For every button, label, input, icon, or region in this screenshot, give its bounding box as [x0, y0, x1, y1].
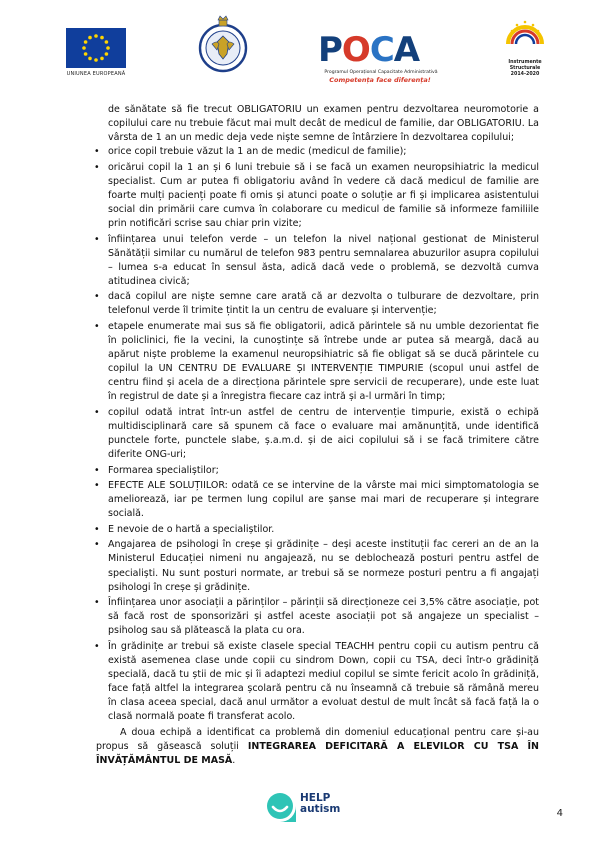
- list-item: [96, 640, 539, 725]
- bullet-icon: •: [94, 464, 100, 476]
- bullet-icon: •: [94, 597, 100, 609]
- list-item: [96, 290, 539, 318]
- bullet-icon: •: [94, 161, 100, 173]
- continuation-paragraph: de sănătate să fie trecut OBLIGATORIU un examen pentru dezvoltarea neuromotorie a copilului care nu trebuie făcut mai mult decât de medicul de familie, dar OBLIGATORIU. La vârsta de 1 an un medic deja vede niște semne de întârziere în dezvoltarea copilului;: [108, 104, 539, 144]
- list-item: [96, 464, 539, 478]
- solutions-list: [96, 145, 539, 724]
- list-item: [96, 523, 539, 537]
- poca-wordmark: [318, 30, 442, 70]
- list-item-text: etapele enumerate mai sus să fie obligatorii, adică părintele să nu umble dezorientat fie în policlinici, fie la vecini, la cunoștințe să întrebe unde ar putea să meargă, dacă au apărut niște probleme la examenul neuropsihiatric să fie obligat să se ducă părintele cu copilul la UN CENTRU DE EVALUARE ȘI INTERVENȚIE TIMPURIE (scopul unui astfel de centru fiind și acela de a direcționa părintele spre servicii de recuperare), unde este luat în registrul de date și a înregistra fiecare caz intră și a-l urmări în timp;: [108, 320, 539, 403]
- list-item: [96, 320, 539, 405]
- structural-instruments-years: 2014-2020: [510, 72, 540, 77]
- poca-letter-c: C: [369, 30, 394, 70]
- bullet-icon: •: [94, 320, 100, 332]
- header-logos: [0, 14, 595, 99]
- structural-instruments-logo: [502, 14, 548, 78]
- poca-logo: [318, 14, 442, 84]
- closing-text: A doua echipă a identificat ca problemă din domeniul educațional pentru care și-au propus să găsească soluții: [96, 726, 539, 752]
- bullet-icon: •: [94, 480, 100, 492]
- list-item-text: EFECTE ALE SOLUȚIILOR: odată ce se intervine de la vârste mai mici simptomatologia se ameliorează, iar pe termen lung copilul are șanse mai mari de recuperare și integrare socială.: [108, 480, 539, 520]
- bullet-icon: •: [94, 291, 100, 303]
- eu-caption: UNIUNEA EUROPEANĂ: [66, 71, 126, 77]
- list-item: [96, 145, 539, 159]
- list-item-text: În grădinițe ar trebui să existe clasele special TEACHH pentru copii cu autism pentru că există asemenea clase unde copii cu sindrom Down, copii cu TSA, deci într-o grădiniță specială, dacă tu știi de mic și îi adaptezi mediul copilul se simte fericit acolo în grădiniță, face față altfel la integrarea școlară pentru că nu înseamnă că trebuie să rămână mereu în clasa aceea special, dacă anul următor a evoluat destul de mult încât să facă față la o clasă normală poate fi transferat acolo.: [108, 640, 539, 723]
- list-item-text: dacă copilul are niște semne care arată că ar dezvolta o tulburare de dezvoltare, prin telefonul verde îl trimite țintit la un centru de evaluare și intervenție;: [108, 291, 539, 317]
- page-number: 4: [556, 808, 563, 819]
- bullet-icon: •: [94, 146, 100, 158]
- closing-period: .: [232, 754, 236, 766]
- help-autism-line1: HELP: [300, 792, 331, 804]
- structural-instruments-caption: Instrumente Structurale: [508, 60, 542, 71]
- list-item: [96, 479, 539, 521]
- document-body: [96, 103, 539, 768]
- list-item-text: Înființarea unor asociații a părinților – părinții să direcționeze cei 3,5% către asociație, pot să facă rost de sponsorizări și astfel aceste asociații pot să angajeze un specialist – psiholog sau să plătească la plata cu ora.: [108, 597, 539, 637]
- list-item: [96, 233, 539, 289]
- poca-letter-o: O: [341, 30, 370, 70]
- list-item-text: copilul odată intrat într-un astfel de centru de intervenție timpurie, există o echipă multidisciplinară care să spunem că face o evaluare mai amănunțită, unde identifică punctele forte, punctele slabe, ș.a.m.d. și de aici copilului să i se facă trimitere către diferite ONG-uri;: [108, 406, 539, 461]
- help-autism-logo: [262, 786, 342, 828]
- eu-logo: [64, 14, 128, 77]
- list-item-text: Formarea specialiștilor;: [108, 464, 219, 476]
- government-seal-logo: [198, 14, 248, 80]
- list-item-text: E nevoie de o hartă a specialiștilor.: [108, 523, 275, 535]
- poca-subtitle: Programul Operațional Capacitate Administrativă: [324, 70, 438, 75]
- closing-paragraph: [96, 726, 539, 768]
- list-item: [96, 538, 539, 594]
- help-autism-line2: autism: [300, 802, 341, 815]
- bullet-icon: •: [94, 406, 100, 418]
- list-item: [96, 406, 539, 462]
- bullet-icon: •: [94, 539, 100, 551]
- bullet-icon: •: [94, 523, 100, 535]
- list-item-text: înființarea unui telefon verde – un telefon la nivel național gestionat de Ministerul Sănătății similar cu numărul de telefon 983 pentru semnalarea abuzurilor asupra copilului – lumea s-a educat în sensul ăsta, adică dacă vede o problemă, se dezvoltă cumva atitudinea civică;: [108, 233, 539, 287]
- help-autism-icon: [262, 788, 298, 824]
- list-item: [96, 161, 539, 231]
- list-item-text: orice copil trebuie văzut la 1 an de medic (medicul de familie);: [108, 146, 407, 158]
- list-item-text: oricărui copil la 1 an și 6 luni trebuie să i se facă un examen neuropsihiatric la medicul specialist. Cum ar putea fi obligatoriu având în vedere că dacă medicul de familie are foarte mulți pacienți poate fi omis și atunci poate o soluție ar fi și implicarea asistentului social din primării care cumva în colaborare cu medicul de familie să informeze familiile prin notificări scrise sau chiar prin vizite;: [108, 161, 539, 230]
- poca-letter-a: A: [393, 30, 420, 70]
- help-autism-wordmark: [300, 793, 340, 814]
- list-item-text: Angajarea de psihologi în creșe și grădinițe – deși aceste instituții fac cereri an de an la Ministerul Educației nimeni nu angajează, nu se deblochează posturi pentru astfel de specialiști. Nu sunt posturi normate, ar trebui să se normeze posturi pentru a fi angajați psihologi în creșe și grădinițe.: [108, 539, 539, 593]
- closing-emphasis: INTEGRAREA DEFICITARĂ A ELEVILOR CU TSA ÎN ÎNVĂȚĂMÂNTUL DE MASĂ: [96, 740, 539, 766]
- structural-instruments-icon: [502, 14, 548, 56]
- bullet-icon: •: [94, 640, 100, 652]
- government-seal-icon: [198, 14, 248, 76]
- eu-flag-icon: [66, 28, 126, 68]
- poca-tagline: Competența face diferența!: [329, 76, 431, 84]
- poca-letter-p: P: [318, 30, 342, 70]
- list-item: [96, 596, 539, 638]
- bullet-icon: •: [94, 233, 100, 245]
